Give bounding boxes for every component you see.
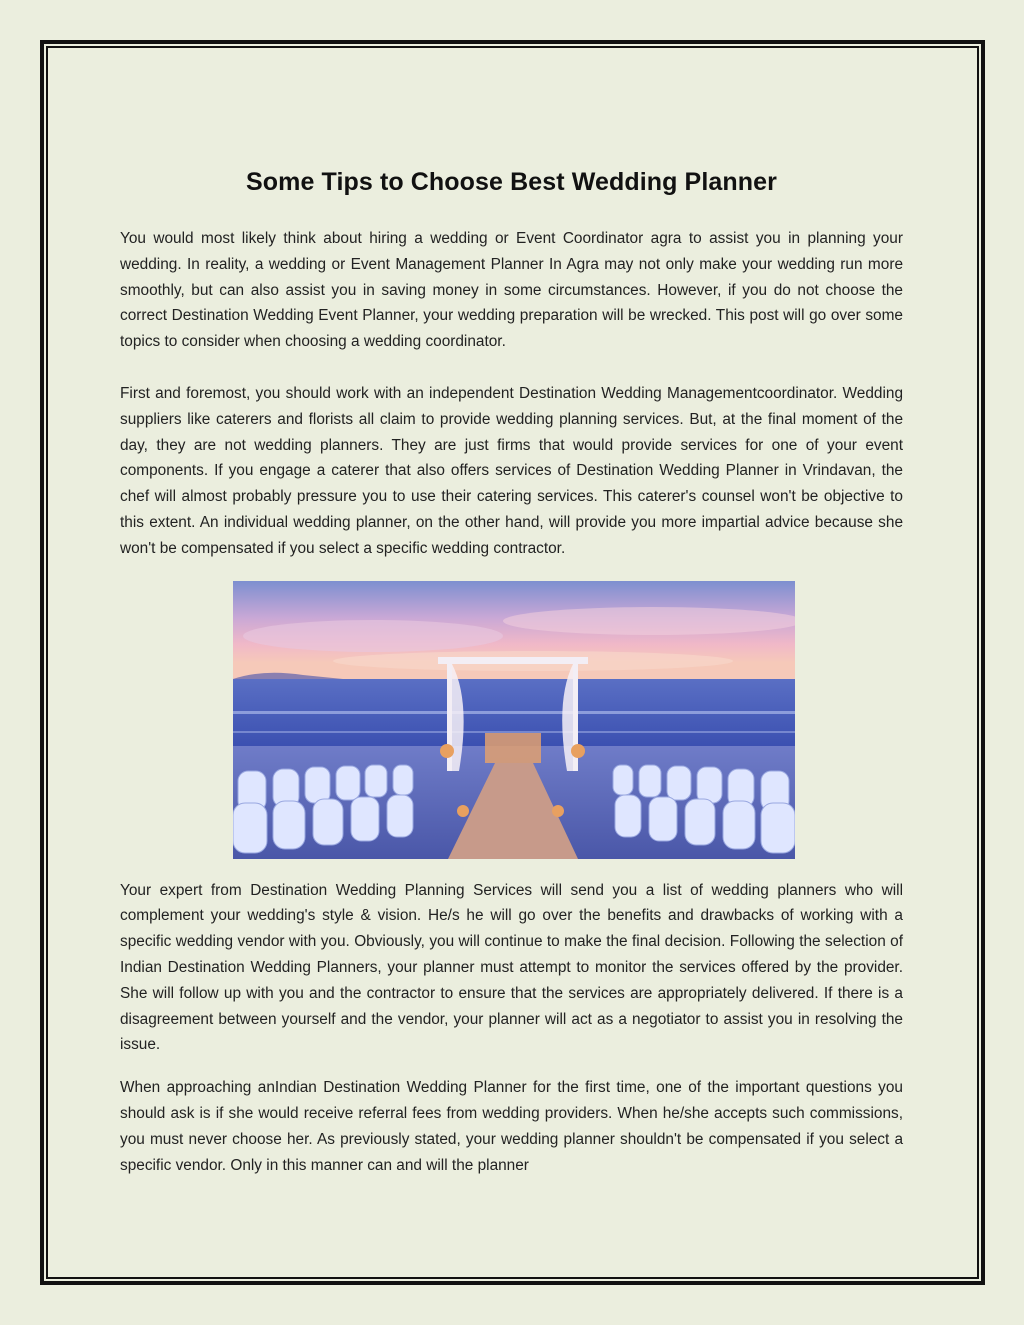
arch-top — [438, 657, 588, 664]
document-body — [120, 160, 903, 1178]
cloud — [503, 607, 795, 635]
wave-line — [233, 711, 795, 714]
document-title: Some Tips to Choose Best Wedding Planner — [246, 168, 777, 196]
beach-wedding-photo — [233, 581, 795, 859]
paragraph-independent-planner: First and foremost, you should work with an independent Destination Wedding Managementcoordinator. Wedding suppliers like caterers and florists all claim to provide wedding planning services. But, at the final moment of the day, they are not wedding planners. They are just firms that would provide services for one of your event components. If you engage a caterer that also offers services of Destination Wedding Planner in Vrindavan, the chef will almost probably pressure you to use their catering services. This caterer's counsel won't be objective to this extent. An individual wedding planner, on the other hand, will provide you more impartial advice because she won't be compensated if you select a specific wedding contractor. — [120, 384, 903, 557]
wave-line — [233, 731, 795, 733]
paragraph-planning-services: Your expert from Destination Wedding Planning Services will send you a list of wedding planners who will complement your wedding's style & vision. He/s he will go over the benefits and drawbacks of working with a specific wedding vendor with you. Obviously, you will continue to make the final decision. Following the selection of Indian Destination Wedding Planners, your planner must attempt to monitor the services offered by the provider. She will follow up with you and the contractor to ensure that the services are appropriately delivered. If there is a disagreement between yourself and the vendor, your planner will act as a negotiator to assist you in resolving the issue. — [120, 881, 903, 1054]
paragraph-intro: You would most likely think about hiring a wedding or Event Coordinator agra to assist you in planning your wedding. In reality, a wedding or Event Management Planner In Agra may not only make your wedding run more smoothly, but can also assist you in saving money in some circumstances. However, if you do not choose the correct Destination Wedding Event Planner, your wedding preparation will be wrecked. This post will go over some topics to consider when choosing a wedding coordinator. — [120, 230, 903, 351]
paragraph-referral-fees: When approaching anIndian Destination Wedding Planner for the first time, one of the important questions you should ask is if she would receive referral fees from wedding providers. When he/she accepts such commissions, you must never choose her. As previously stated, your wedding planner shouldn't be compensated if you select a specific vendor. Only in this manner can and will the planner — [120, 1079, 903, 1174]
altar-table — [485, 733, 541, 763]
cloud — [243, 620, 503, 652]
